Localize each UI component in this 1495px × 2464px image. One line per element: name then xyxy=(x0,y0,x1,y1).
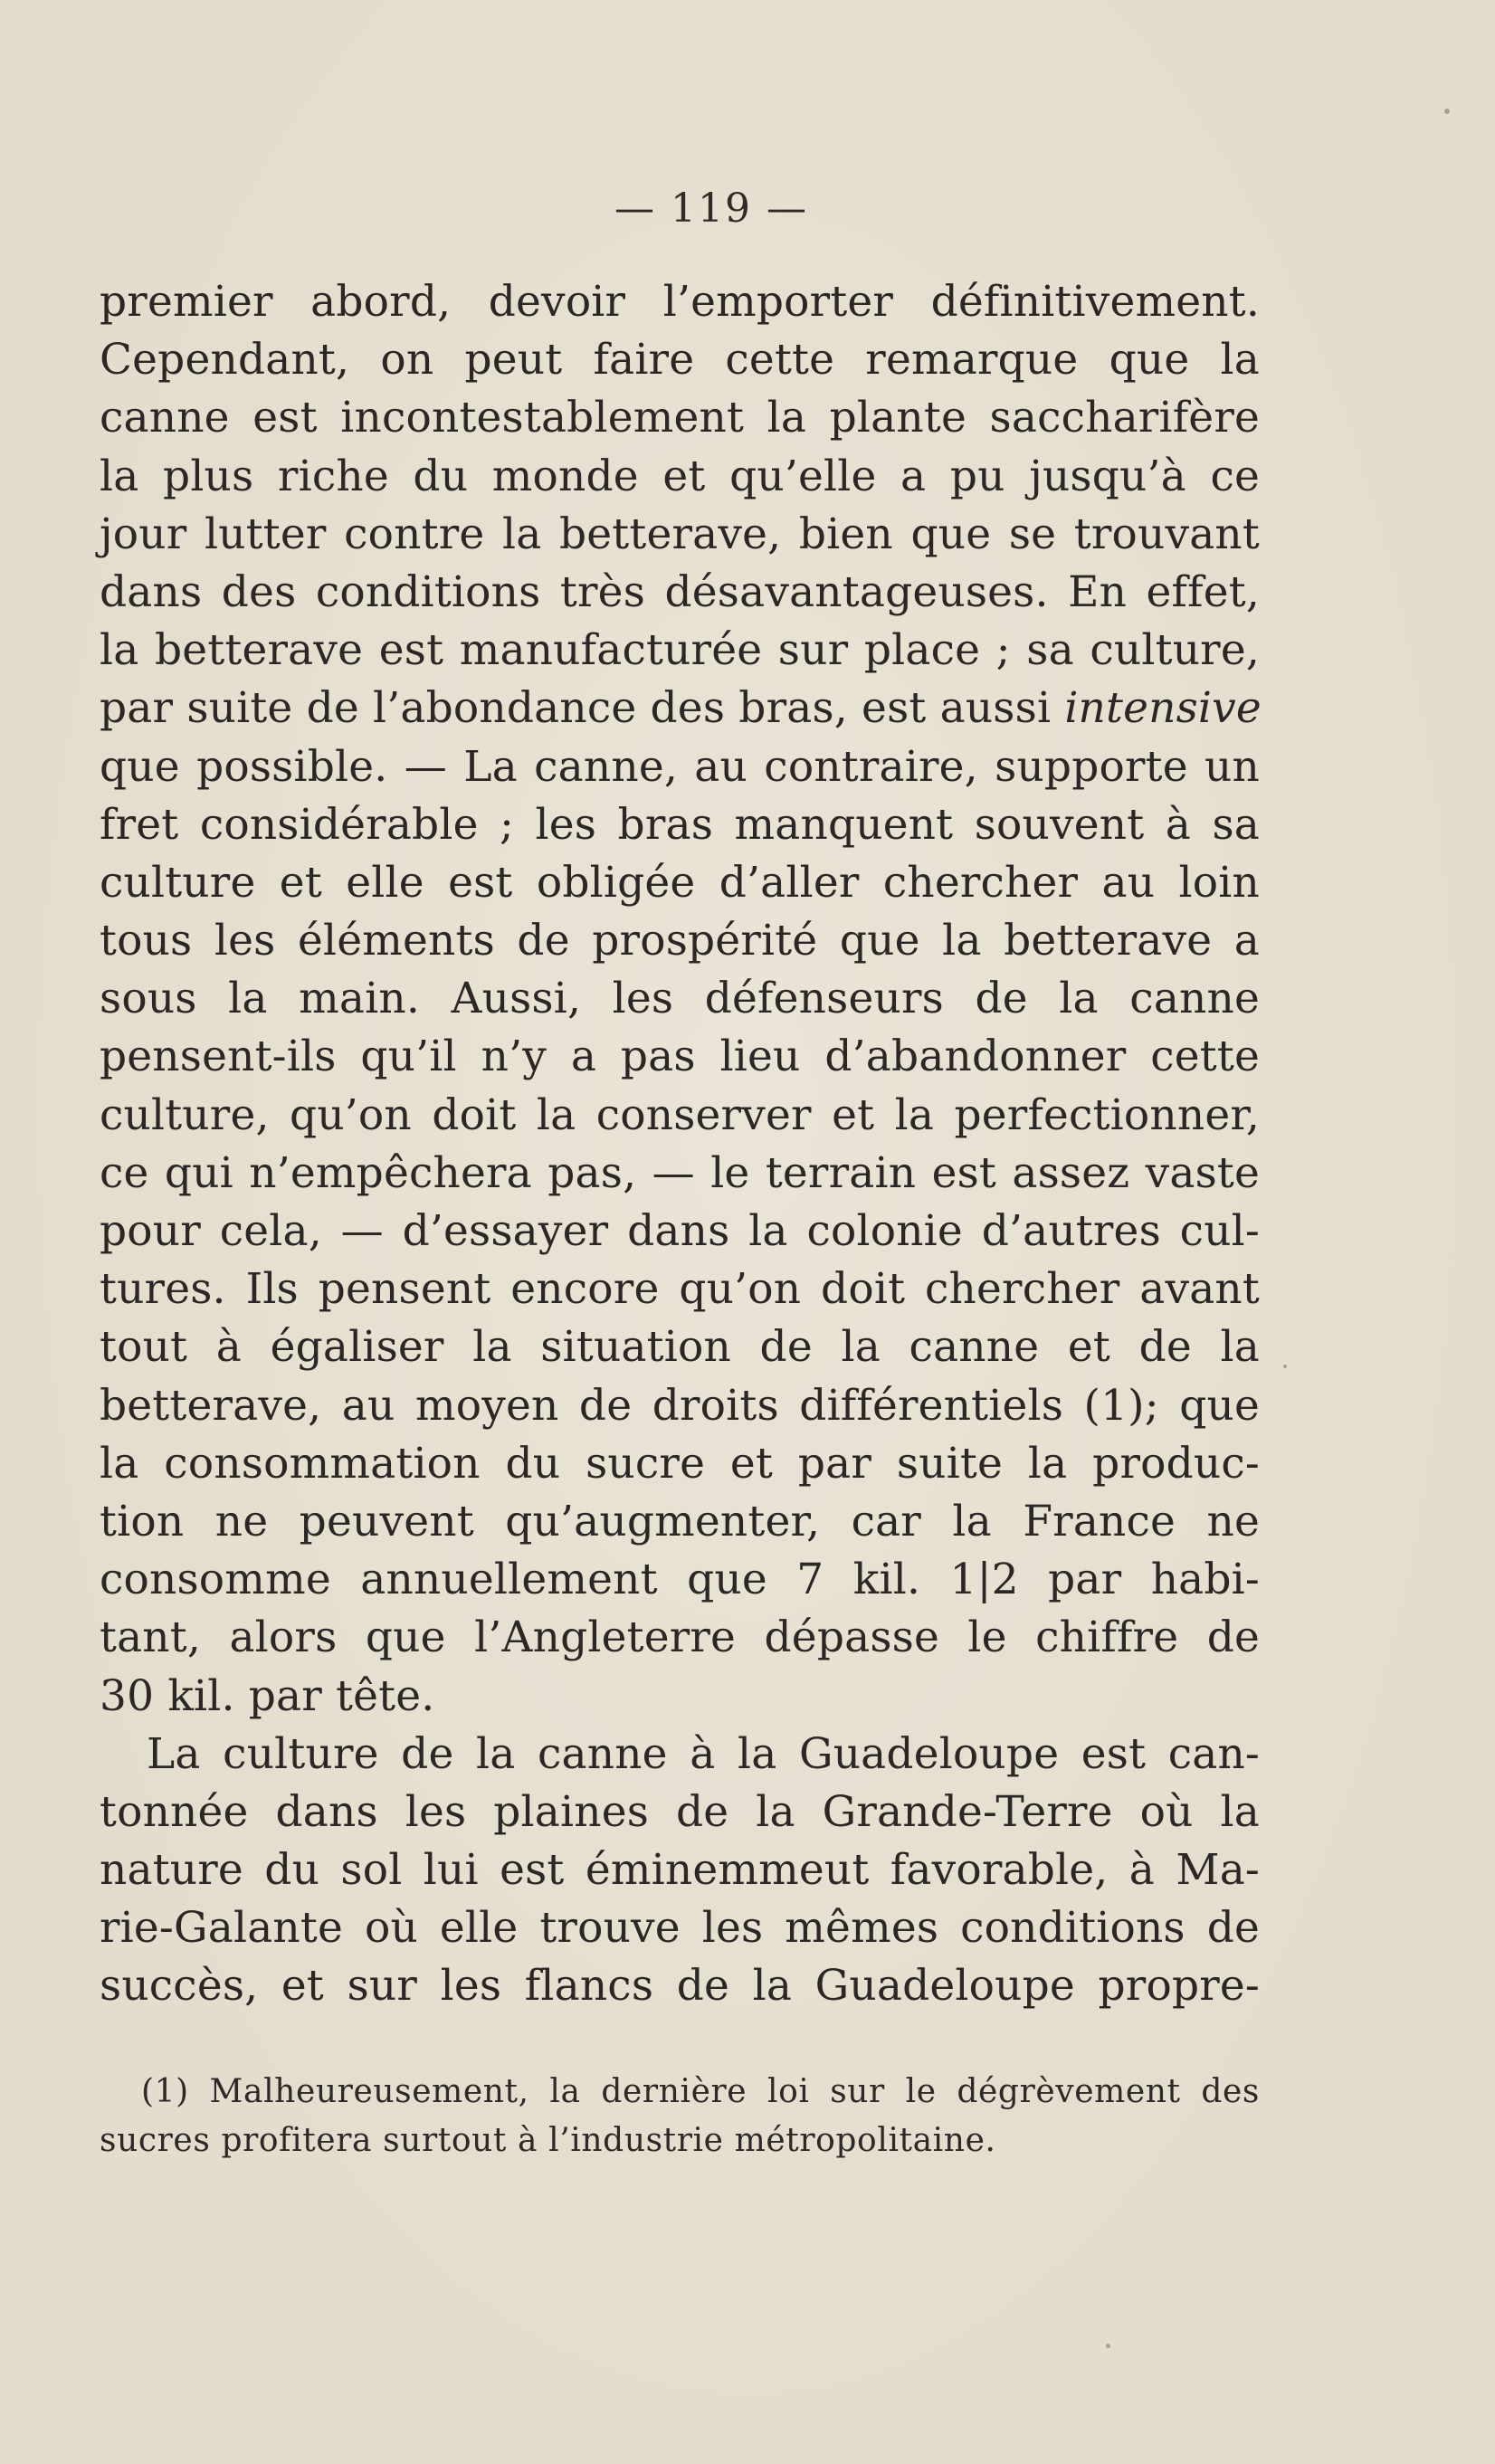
text-line: culture et elle est obligée d’aller chercher au loin xyxy=(100,857,1260,908)
text-line: rie-Galante où elle trouve les mêmes conditions de xyxy=(100,1903,1260,1954)
text-line: tout à égaliser la situation de la canne et de la xyxy=(100,1322,1260,1373)
text-line: pensent-ils qu’il n’y a pas lieu d’abandonner cette xyxy=(100,1032,1260,1082)
text-line-with-italic xyxy=(100,680,1260,737)
text-line: Cependant, on peut faire cette remarque que la xyxy=(100,335,1260,385)
text-line: la plus riche du monde et qu’elle a pu jusqu’à ce xyxy=(100,451,1260,501)
text-line: premier abord, devoir l’emporter définitivement. xyxy=(100,277,1260,327)
text-line: tant, alors que l’Angleterre dépasse le chiffre de xyxy=(100,1613,1260,1663)
paper-speck xyxy=(1106,2344,1110,2348)
text-line: tonnée dans les plaines de la Grande-Terre où la xyxy=(100,1786,1260,1837)
italic-word: intensive xyxy=(1064,683,1262,734)
text-line: jour lutter contre la betterave, bien que se trouvant xyxy=(100,509,1260,559)
paper-speck xyxy=(1444,109,1450,114)
body-text xyxy=(100,273,1260,2016)
text-line: tures. Ils pensent encore qu’on doit chercher avant xyxy=(100,1264,1260,1315)
text-line: 30 kil. par tête. xyxy=(100,1670,435,1721)
text-line: dans des conditions très désavantageuses. En effet, xyxy=(100,566,1260,617)
text-line: que possible. — La canne, au contraire, supporte un xyxy=(100,741,1260,792)
paragraph-start-line: La culture de la canne à la Guadeloupe est can- xyxy=(147,1728,1260,1779)
text-line: la betterave est manufacturée sur place ; sa culture, xyxy=(100,625,1260,676)
text-line: succès, et sur les flancs de la Guadeloupe propre- xyxy=(100,1961,1260,2012)
text-line: betterave, au moyen de droits différentiels (1); que xyxy=(100,1380,1260,1431)
text-line: canne est incontestablement la plante saccharifère xyxy=(100,393,1260,443)
text-line: nature du sol lui est éminemmeut favorable, à Ma- xyxy=(100,1845,1260,1896)
text-segment: par suite de l’abondance des bras, est aussi xyxy=(100,683,1052,734)
paper-speck xyxy=(1283,1365,1287,1368)
text-line: tion ne peuvent qu’augmenter, car la France ne xyxy=(100,1496,1260,1546)
text-line: culture, qu’on doit la conserver et la perfectionner, xyxy=(100,1089,1260,1140)
text-line: fret considérable ; les bras manquent souvent à sa xyxy=(100,799,1260,850)
text-line: consomme annuellement que 7 kil. 1|2 par habi- xyxy=(100,1555,1260,1605)
text-line: la consommation du sucre et par suite la produc- xyxy=(100,1438,1260,1489)
page-number: — 119 — xyxy=(614,186,808,232)
text-line: sous la main. Aussi, les défenseurs de la canne xyxy=(100,974,1260,1024)
text-line: tous les éléments de prospérité que la betterave a xyxy=(100,916,1260,966)
text-line: ce qui n’empêchera pas, — le terrain est assez vaste xyxy=(100,1147,1260,1198)
footnote xyxy=(100,2068,1260,2165)
footnote-line: sucres profitera surtout à l’industrie métropolitaine. xyxy=(100,2122,996,2159)
text-line: pour cela, — d’essayer dans la colonie d’autres cul- xyxy=(100,1206,1260,1256)
footnote-line: (1) Malheureusement, la dernière loi sur le dégrèvement des xyxy=(141,2073,1260,2110)
